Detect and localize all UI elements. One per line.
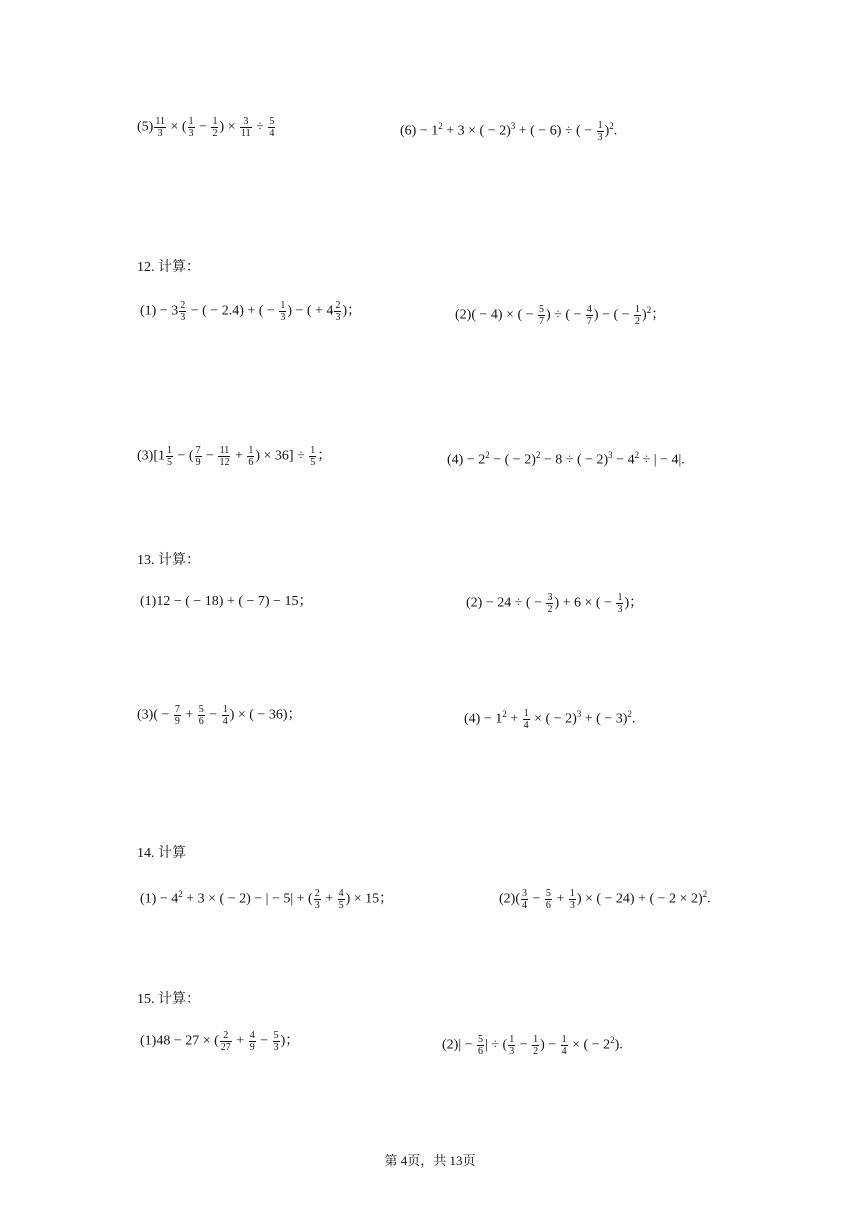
fraction: $\frac{1}{5}$ [310,445,316,468]
fraction: $\frac{2}{3}$ [314,887,320,911]
problem-12-1: (1) − 3 $\frac{2}{3}$ − ( − 2.4) + ( − $\frac{1}{3}$ ) − ( + 4 $\frac{2}{3}$ )； [140,300,362,323]
problem-14-1: $(1) - 4^2 + 3$ × ( − 2) − | − 5| + ( $\frac{2}{3}$ + $\frac{4}{5}$ ) × 15； [140,887,394,911]
problem-13-1: (1)12 − ( − 18) + ( − 7) − 15； [140,594,313,609]
fraction: $\frac{5}{7}$ [539,303,545,327]
problem-label: (3) [137,707,154,723]
problem-label: (2) [466,595,483,611]
problem-13-3: (3)( − $\frac{7}{9}$ + $\frac{5}{6}$ − $\frac{1}{4}$ ) × ( − 36)； [137,704,302,727]
fraction: $\frac{1}{4}$ [222,704,228,727]
fraction: $\frac{1}{2}$ [635,303,641,327]
fraction: $\frac{1}{6}$ [248,445,254,468]
problem-15-1: (1)48 − 27 × ( $\frac{2}{27}$ + $\frac{4}{9}$ − $\frac{5}{3}$ )； [140,1030,300,1053]
fraction: $\frac{3}{4}$ [522,887,527,911]
fraction: $\frac{4}{5}$ [338,887,344,911]
fraction: $\frac{1}{2}$ [533,1033,539,1057]
fraction: $\frac{7}{9}$ [174,704,180,727]
problem-12-2: (2)( − 4) × ( − $\frac{5}{7}$ ) ÷ ( − $\frac{4}{7}$ ) − ( − $\frac{1}{2}$ )$^2$； [455,303,666,327]
fraction: $\frac{5}{6}$ [545,887,551,911]
problem-13-4: $(4) - 1^2$ + $\frac{1}{4}$ × ( − 2)$^3$ + ( − 3)$^2$. [464,707,636,731]
problem-13-2: (2) − 24 ÷ ( − $\frac{3}{2}$ ) + 6 × ( − $\frac{1}{3}$ )； [466,592,644,615]
problem-label: (1) [140,303,157,319]
fraction: $\frac{5}{6}$ [198,704,204,727]
problem-label: (3) [137,448,154,464]
fraction: $\frac{2}{27}$ [220,1030,231,1053]
problem-15-2: (2)| − $\frac{5}{6}$ | ÷ ( $\frac{1}{3}$ − $\frac{1}{2}$ ) − $\frac{1}{4}$ × ( − $2^2$). [442,1033,623,1057]
problem-11-6: $(6) - 1^2 + 3$ × ( − 2)$^3$ + ( − 6) ÷ ( − $\frac{1}{3}$ )$^2$. [400,119,618,143]
fraction: $\frac{1}{3}$ [280,300,286,323]
problem-label: (5) [137,119,154,135]
problem-label: (2) [442,1037,459,1053]
fraction: $\frac{1}{3}$ [509,1033,515,1057]
problem-label: (4) [447,452,464,468]
fraction: $\frac{3}{11}$ [241,116,251,139]
fraction: $\frac{11}{3}$ [155,116,165,139]
fraction: $\frac{1}{3}$ [569,887,575,911]
fraction: $\frac{1}{3}$ [617,592,623,615]
question-15-heading: 15. 计算： [137,992,200,1007]
problem-label: (1) [140,891,157,907]
fraction: $\frac{1}{4}$ [561,1033,567,1057]
problem-label: (2) [499,891,516,907]
problem-14-2: (2)( $\frac{3}{4}$ − $\frac{5}{6}$ + $\frac{1}{3}$ ) × ( − 24) + ( − 2 × 2)$^2$. [499,887,711,911]
question-13-heading: 13. 计算： [137,553,200,568]
fraction: $\frac{4}{7}$ [586,303,592,327]
problem-label: (4) [464,711,481,727]
fraction: $\frac{7}{9}$ [195,445,201,468]
fraction: $\frac{5}{3}$ [273,1030,279,1053]
fraction: $\frac{4}{9}$ [249,1030,255,1053]
fraction: $\frac{5}{4}$ [269,116,275,139]
fraction: $\frac{1}{2}$ [212,116,218,139]
fraction: $\frac{1}{3}$ [188,116,194,139]
question-12-heading: 12. 计算： [137,260,200,275]
fraction: $\frac{11}{12}$ [219,445,230,468]
problem-12-4: $(4) - 2^2$ − ( − 2)$^2$ − 8 ÷ ( − $2)^3 - 4^2$ ÷ | − 4|. [447,450,685,468]
problem-label: (1) [140,1033,157,1049]
problem-label: (6) [400,123,417,139]
problem-label: (2) [455,307,472,323]
problem-label: (1) [140,594,157,609]
page-footer: 第 4页，共 13页 [384,1153,476,1168]
fraction: $\frac{1}{4}$ [523,707,529,731]
fraction: $\frac{1}{3}$ [597,119,603,143]
problem-11-5: (5) $\frac{11}{3}$ × ( $\frac{1}{3}$ − $\frac{1}{2}$ ) × $\frac{3}{11}$ ÷ $\frac{5}{4}$ [137,116,275,139]
question-14-heading: 14. 计算 [137,846,186,861]
fraction: $\frac{1}{5}$ [167,445,172,468]
fraction: $\frac{5}{6}$ [478,1033,484,1057]
problem-12-3: (3)[1 $\frac{1}{5}$ − ( $\frac{7}{9}$ − $\frac{11}{12}$ + $\frac{1}{6}$ ) × 36] ÷ $\frac{1}{5}$ ； [137,445,332,468]
fraction: $\frac{2}{3}$ [335,300,341,323]
fraction: $\frac{2}{3}$ [180,300,186,323]
fraction: $\frac{3}{2}$ [547,592,553,615]
